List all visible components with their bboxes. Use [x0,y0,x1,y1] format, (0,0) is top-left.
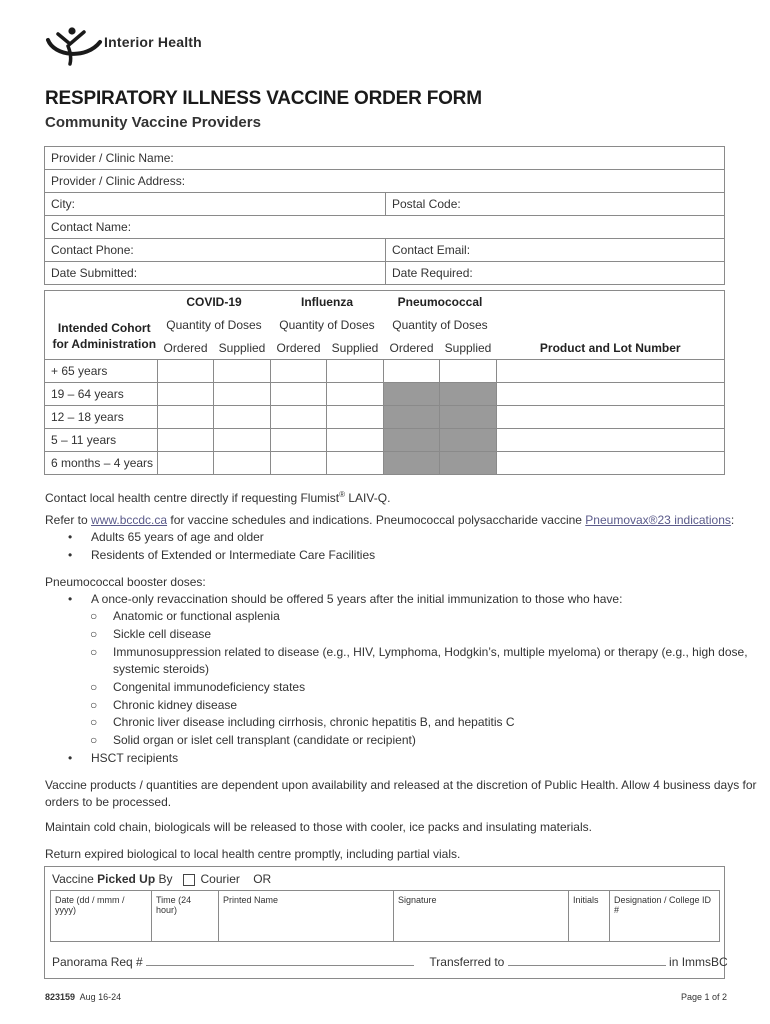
org-name: Interior Health [104,34,202,50]
vaccine-header-covid: COVID-19 [158,291,271,314]
dose-cell[interactable] [158,360,214,383]
cohort-header-line2: for Administration [45,337,158,360]
initials-cell[interactable]: Initials [569,891,610,942]
disabled-cell [384,452,440,475]
vaccine-header-influenza: Influenza [271,291,384,314]
cohort-label: 19 – 64 years [45,383,158,406]
table-row [45,406,725,429]
or-label: OR [253,872,272,886]
dose-cell[interactable] [214,406,271,429]
sub-bullet-marker: ○ [90,698,98,712]
contact-phone-field[interactable]: Contact Phone: [45,239,386,262]
dose-cell[interactable] [158,429,214,452]
refer-colon: : [730,513,735,527]
ordered-label: Ordered [158,337,214,360]
booster-condition: Sickle cell disease [113,627,212,641]
bullet-marker: • [68,592,73,606]
disabled-cell [440,429,497,452]
product-lot-header: Product and Lot Number [497,291,725,360]
dose-cell[interactable] [327,383,384,406]
quantity-label-pneumococcal: Quantity of Doses [392,318,488,332]
immsbc-label: in ImmsBC [669,955,728,969]
availability-note: Vaccine products / quantities are dependent upon availability and released at the discretion of Public Health. Allow 4 business days for [45,778,757,792]
cohort-label: 12 – 18 years [45,406,158,429]
page-number: Page 1 of 2 [681,992,728,1002]
cold-chain-note: Maintain cold chain, biologicals will be released to those with cooler, ice packs and insulating materials. [45,820,592,834]
transferred-to-input[interactable] [508,953,666,966]
cohort-label: + 65 years [45,360,158,383]
booster-title: Pneumococcal booster doses: [45,575,206,589]
contact-email-field[interactable]: Contact Email: [386,239,725,262]
sub-bullet-marker: ○ [90,609,98,623]
flumist-text-end: LAIV-Q. [345,491,391,505]
dose-cell[interactable] [327,429,384,452]
ordered-label: Ordered [384,337,440,360]
designation-cell[interactable]: Designation / College ID # [610,891,720,942]
courier-checkbox[interactable] [183,874,195,886]
sub-bullet-marker: ○ [90,733,98,747]
dose-cell[interactable] [158,406,214,429]
dose-cell[interactable] [214,383,271,406]
quantity-label-covid: Quantity of Doses [166,318,262,332]
refer-text-middle: for vaccine schedules and indications. Pneumococcal polysaccharide vaccine [167,513,586,527]
hsct-bullet: HSCT recipients [91,751,179,765]
sub-bullet-marker: ○ [90,680,98,694]
printed-name-cell[interactable]: Printed Name [219,891,394,942]
vaccine-header-pneumococcal: Pneumococcal [384,291,497,314]
dose-cell[interactable] [214,360,271,383]
signature-cell[interactable]: Signature [394,891,569,942]
booster-condition: Anatomic or functional asplenia [113,609,280,623]
dose-cell[interactable] [327,452,384,475]
pickup-line [52,872,271,886]
transferred-label: Transferred to [429,955,505,969]
table-row [45,452,725,475]
booster-bullet: A once-only revaccination should be offered 5 years after the initial immunization to those who have: [91,592,623,606]
cohort-label: 6 months – 4 years [45,452,158,475]
disabled-cell [440,406,497,429]
supplied-label: Supplied [327,337,384,360]
pickup-table [50,890,720,942]
form-subtitle: Community Vaccine Providers [45,114,261,131]
booster-condition: Chronic kidney disease [113,698,238,712]
dose-cell[interactable] [327,406,384,429]
dose-cell[interactable] [440,360,497,383]
refer-text: Refer to [45,513,92,527]
dose-cell[interactable] [214,452,271,475]
dose-cell[interactable] [158,383,214,406]
table-row [45,360,725,383]
dose-cell[interactable] [327,360,384,383]
provider-info-table [44,146,725,285]
refer-bullet: Residents of Extended or Intermediate Care Facilities [91,548,376,562]
date-submitted-field[interactable]: Date Submitted: [45,262,386,285]
cohort-header-line1: Intended Cohort [45,313,158,337]
date-required-field[interactable]: Date Required: [386,262,725,285]
disabled-cell [440,452,497,475]
city-field[interactable]: City: [45,193,386,216]
product-lot-cell[interactable] [497,360,725,383]
dose-cell[interactable] [158,452,214,475]
return-note: Return expired biological to local health centre promptly, including partial vials. [45,847,461,861]
product-lot-cell[interactable] [497,452,725,475]
table-row [45,383,725,406]
dose-cell[interactable] [271,429,327,452]
courier-label: Courier [200,872,240,886]
bullet-marker: • [68,530,73,544]
sub-bullet-marker: ○ [90,645,98,659]
contact-name-field[interactable]: Contact Name: [45,216,725,239]
bullet-marker: • [68,548,73,562]
form-title: RESPIRATORY ILLNESS VACCINE ORDER FORM [45,88,482,109]
dose-cell[interactable] [271,406,327,429]
ordered-label: Ordered [271,337,327,360]
cohort-label: 5 – 11 years [45,429,158,452]
dose-cell[interactable] [271,383,327,406]
dose-cell[interactable] [384,360,440,383]
supplied-label: Supplied [214,337,271,360]
product-lot-cell[interactable] [497,429,725,452]
disabled-cell [384,383,440,406]
booster-condition-cont: systemic steroids) [113,662,210,676]
bccdc-link[interactable]: www.bccdc.ca [91,513,168,527]
footer-form-id [45,992,121,1002]
booster-condition: Solid organ or islet cell transplant (candidate or recipient) [113,733,416,747]
registered-mark: ® [339,490,346,499]
by-label: By [155,872,173,886]
sub-bullet-marker: ○ [90,715,98,729]
picked-up-label: Picked Up [97,872,156,886]
refer-bullet: Adults 65 years of age and older [91,530,264,544]
booster-condition: Immunosuppression related to disease (e.g., HIV, Lymphoma, Hodgkin’s, multiple myeloma) or therapy (e.g., high dose, [113,645,748,659]
provider-address-field[interactable]: Provider / Clinic Address: [45,170,725,193]
disabled-cell [440,383,497,406]
supplied-label: Supplied [440,337,497,360]
sub-bullet-marker: ○ [90,627,98,641]
dose-cell[interactable] [271,452,327,475]
form-number: 823159 [45,992,76,1002]
pneumovax-link[interactable]: Pneumovax®23 indications [585,513,731,527]
pickup-date-cell[interactable]: Date (dd / mmm / yyyy) [51,891,152,942]
pickup-time-cell[interactable]: Time (24 hour) [152,891,219,942]
panorama-line [52,953,728,969]
disabled-cell [384,406,440,429]
refer-note [45,512,734,529]
table-row [45,429,725,452]
product-lot-cell[interactable] [497,383,725,406]
booster-condition: Chronic liver disease including cirrhosis, chronic hepatitis B, and hepatitis C [113,715,515,729]
panorama-label: Panorama Req # [52,955,143,969]
dose-cell[interactable] [214,429,271,452]
provider-name-field[interactable]: Provider / Clinic Name: [45,147,725,170]
panorama-req-input[interactable] [146,953,414,966]
availability-note-cont: orders to be processed. [45,795,172,809]
vaccine-label: Vaccine [52,872,98,886]
bullet-marker: • [68,751,73,765]
flumist-note [45,486,390,507]
quantity-label-influenza: Quantity of Doses [279,318,375,332]
form-date: Aug 16-24 [79,992,122,1002]
vaccine-order-table [44,290,725,475]
booster-condition: Congenital immunodeficiency states [113,680,306,694]
dose-cell[interactable] [271,360,327,383]
postal-code-field[interactable]: Postal Code: [386,193,725,216]
flumist-text: Contact local health centre directly if requesting Flumist [45,491,340,505]
disabled-cell [384,429,440,452]
product-lot-cell[interactable] [497,406,725,429]
